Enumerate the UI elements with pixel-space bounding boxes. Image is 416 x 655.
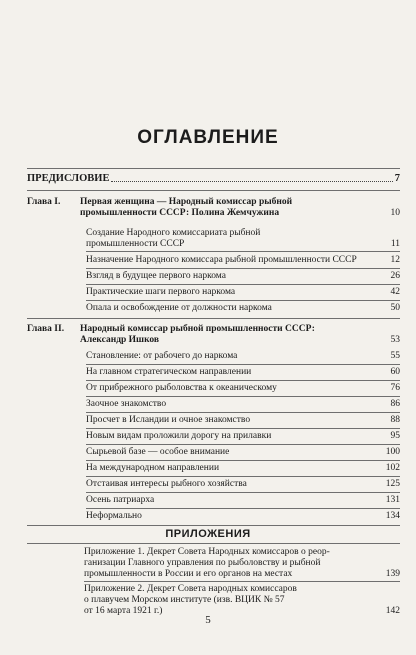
divider — [27, 525, 400, 526]
toc-section[interactable]: Неформально 134 — [86, 511, 400, 521]
preface-page: 7 — [394, 173, 400, 184]
chapter-label: Глава I. — [27, 197, 61, 207]
toc-section[interactable]: Просчет в Исландии и очное знакомство 88 — [86, 415, 400, 425]
divider — [84, 581, 400, 582]
divider — [86, 476, 400, 477]
toc-section[interactable]: Практические шаги первого наркома 42 — [86, 287, 400, 297]
toc-appendix-2[interactable]: Приложение 2. Декрет Совета народных комиссаров о плавучем Морском институте (изв. ВЦИК № 57 от 16 марта 1921 г.) 142 — [84, 584, 400, 616]
toc-section[interactable]: Назначение Народного комиссара рыбной промышленности СССР 12 — [86, 255, 400, 265]
divider — [27, 318, 400, 319]
preface-label: ПРЕДИСЛОВИЕ — [27, 173, 110, 184]
divider — [27, 168, 400, 169]
divider — [86, 268, 400, 269]
toc-section[interactable]: Опала и освобождение от должности наркома 50 — [86, 303, 400, 313]
toc-chapter-2[interactable] — [27, 324, 400, 346]
toc-appendix-1[interactable]: Приложение 1. Декрет Совета Народных комиссаров о реор- ганизации Главного управления по рыболовству и рыбной промышленности в России и его органов на местах 139 — [84, 547, 400, 579]
divider — [86, 492, 400, 493]
page-number: 5 — [205, 614, 211, 626]
chapter-title: Первая женщина — Народный комиссар рыбной промышленности СССР: Полина Жемчужина — [80, 197, 293, 218]
toc-section[interactable]: Сырьевой базе — особое внимание 100 — [86, 447, 400, 457]
chapter-page: 10 — [390, 208, 400, 218]
divider — [86, 460, 400, 461]
toc-section[interactable]: Осень патриарха 131 — [86, 495, 400, 505]
toc-section[interactable]: На главном стратегическом направлении 60 — [86, 367, 400, 377]
toc-section[interactable]: Взгляд в будущее первого наркома 26 — [86, 271, 400, 281]
divider — [86, 284, 400, 285]
toc-section[interactable]: Отстаивая интересы рыбного хозяйства 125 — [86, 479, 400, 489]
divider — [86, 396, 400, 397]
divider — [86, 251, 400, 252]
toc-section[interactable]: Создание Народного комиссариата рыбной промышленности СССР 11 — [86, 228, 400, 249]
toc-section[interactable]: Новым видам проложили дорогу на прилавки 95 — [86, 431, 400, 441]
toc-chapter-1[interactable] — [27, 197, 400, 219]
divider — [86, 444, 400, 445]
toc-preface[interactable] — [27, 173, 400, 184]
divider — [86, 508, 400, 509]
chapter-title: Народный комиссар рыбной промышленности СССР: Александр Ишков — [80, 324, 315, 345]
toc-section[interactable]: Заочное знакомство 86 — [86, 399, 400, 409]
show-through-text — [215, 0, 405, 128]
divider — [86, 412, 400, 413]
chapter-label: Глава II. — [27, 324, 65, 334]
divider — [86, 380, 400, 381]
toc-section[interactable]: На международном направлении 102 — [86, 463, 400, 473]
toc-title: ОГЛАВЛЕНИЕ — [137, 127, 279, 148]
divider — [86, 364, 400, 365]
divider — [86, 428, 400, 429]
divider — [27, 190, 400, 191]
leader-dots — [111, 181, 392, 182]
appendix-title: ПРИЛОЖЕНИЯ — [165, 528, 251, 540]
toc-section[interactable]: Становление: от рабочего до наркома 55 — [86, 351, 400, 361]
divider — [27, 543, 400, 544]
chapter-page: 53 — [390, 335, 400, 345]
toc-section[interactable]: От прибрежного рыболовства к океаническому 76 — [86, 383, 400, 393]
divider — [86, 300, 400, 301]
